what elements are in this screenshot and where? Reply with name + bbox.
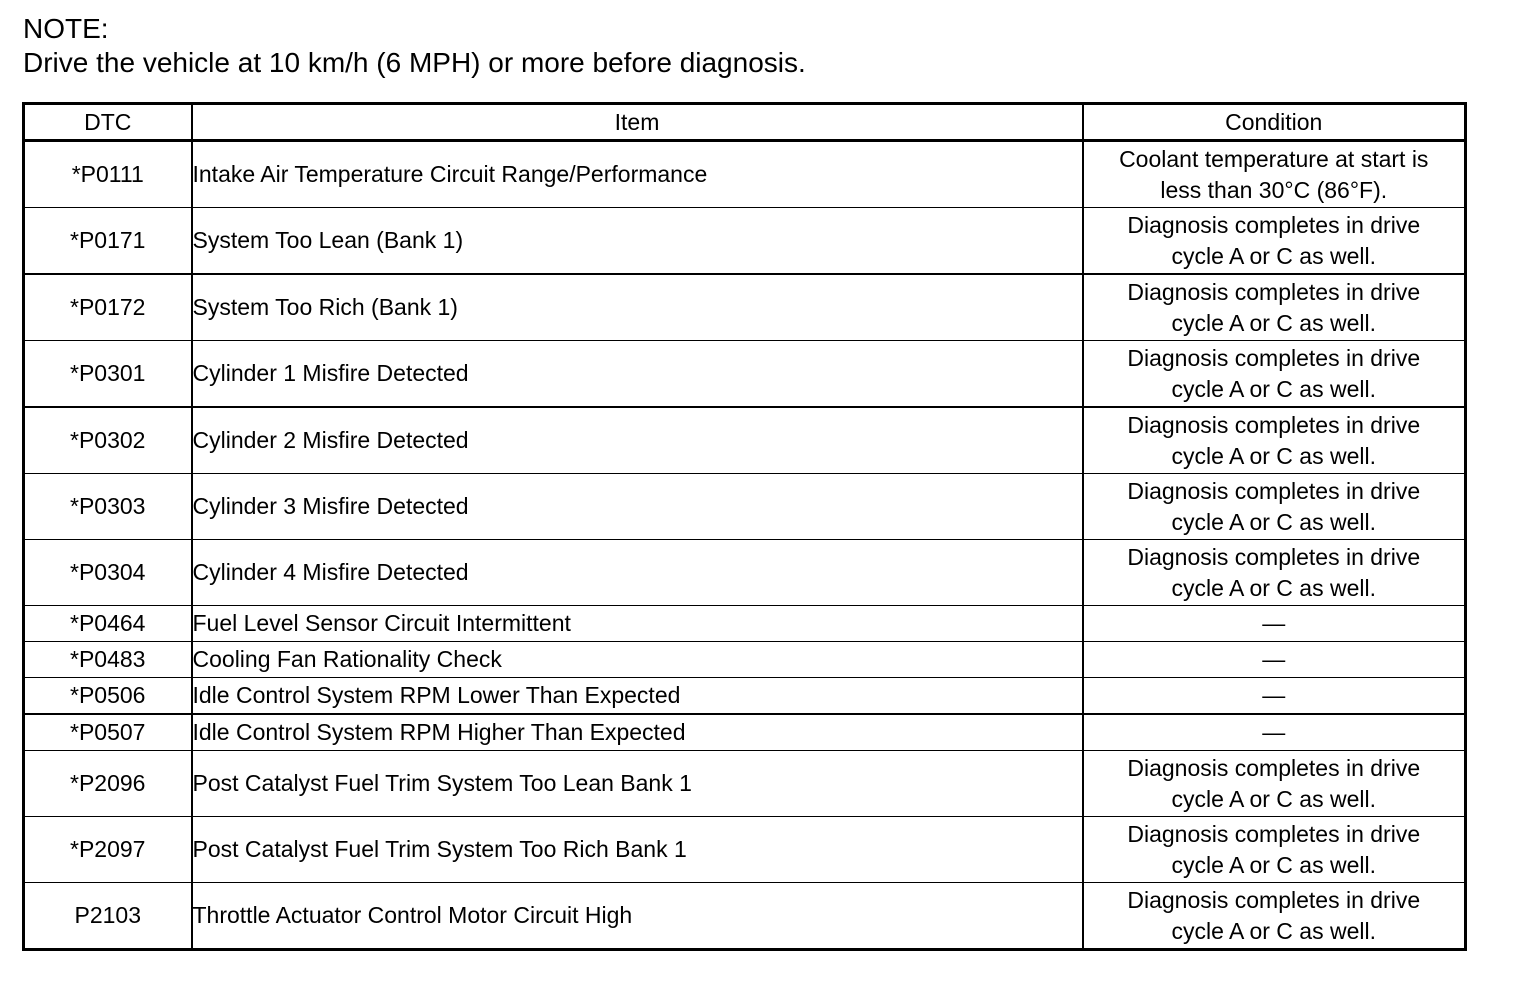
dtc-code: *P0506 — [24, 678, 192, 715]
dtc-code: *P0464 — [24, 606, 192, 642]
dtc-item: Cylinder 2 Misfire Detected — [192, 407, 1083, 474]
condition-line-2: less than 30°C (86°F). — [1160, 176, 1388, 203]
dtc-item: Post Catalyst Fuel Trim System Too Lean Bank 1 — [192, 751, 1083, 817]
dtc-item: Cylinder 1 Misfire Detected — [192, 341, 1083, 408]
dtc-condition — [1083, 208, 1466, 275]
table-row — [24, 407, 1466, 474]
condition-line-1: Diagnosis completes in drive — [1127, 477, 1421, 504]
note-text: Drive the vehicle at 10 km/h (6 MPH) or more before diagnosis. — [23, 47, 806, 78]
condition-line-1: Diagnosis completes in drive — [1127, 278, 1421, 305]
header-item: Item — [192, 104, 1083, 141]
dtc-condition: — — [1083, 642, 1466, 678]
condition-line-2: cycle A or C as well. — [1171, 375, 1377, 402]
condition-line-1: Diagnosis completes in drive — [1127, 754, 1421, 781]
condition-line-2: cycle A or C as well. — [1171, 309, 1377, 336]
table-row — [24, 714, 1466, 751]
condition-line-2: cycle A or C as well. — [1171, 851, 1377, 878]
dtc-condition — [1083, 341, 1466, 408]
table-row — [24, 642, 1466, 678]
dtc-code: *P2097 — [24, 817, 192, 883]
dtc-condition — [1083, 474, 1466, 540]
dtc-condition: — — [1083, 714, 1466, 751]
dtc-item: Idle Control System RPM Higher Than Expected — [192, 714, 1083, 751]
dtc-code: *P0111 — [24, 141, 192, 208]
dtc-item: Cylinder 4 Misfire Detected — [192, 540, 1083, 606]
condition-line-1: Diagnosis completes in drive — [1127, 344, 1421, 371]
dtc-item: Cooling Fan Rationality Check — [192, 642, 1083, 678]
table-row — [24, 274, 1466, 341]
table-row — [24, 208, 1466, 275]
dtc-code: *P0507 — [24, 714, 192, 751]
dtc-code: *P0172 — [24, 274, 192, 341]
table-row — [24, 678, 1466, 715]
condition-line-2: cycle A or C as well. — [1171, 574, 1377, 601]
dtc-table — [22, 102, 1467, 951]
dtc-condition — [1083, 274, 1466, 341]
dtc-code: *P0303 — [24, 474, 192, 540]
dtc-code: P2103 — [24, 883, 192, 950]
dtc-code: *P2096 — [24, 751, 192, 817]
condition-line-2: cycle A or C as well. — [1171, 442, 1377, 469]
condition-line-1: Diagnosis completes in drive — [1127, 886, 1421, 913]
note-heading: NOTE: — [23, 13, 109, 44]
dtc-condition — [1083, 407, 1466, 474]
dtc-condition — [1083, 540, 1466, 606]
table-row — [24, 474, 1466, 540]
condition-line-1: Coolant temperature at start is — [1119, 145, 1429, 172]
table-row — [24, 751, 1466, 817]
dtc-item: Throttle Actuator Control Motor Circuit High — [192, 883, 1083, 950]
condition-line-2: cycle A or C as well. — [1171, 508, 1377, 535]
dtc-code: *P0301 — [24, 341, 192, 408]
table-row — [24, 606, 1466, 642]
dtc-code: *P0171 — [24, 208, 192, 275]
condition-line-2: cycle A or C as well. — [1171, 917, 1377, 944]
dtc-item: Idle Control System RPM Lower Than Expected — [192, 678, 1083, 715]
table-row — [24, 341, 1466, 408]
condition-line-2: cycle A or C as well. — [1171, 242, 1377, 269]
condition-line-1: Diagnosis completes in drive — [1127, 543, 1421, 570]
dtc-item: Intake Air Temperature Circuit Range/Performance — [192, 141, 1083, 208]
dtc-code: *P0483 — [24, 642, 192, 678]
dtc-condition: — — [1083, 678, 1466, 715]
condition-line-1: Diagnosis completes in drive — [1127, 820, 1421, 847]
table-row — [24, 817, 1466, 883]
dtc-item: Cylinder 3 Misfire Detected — [192, 474, 1083, 540]
dtc-item: System Too Lean (Bank 1) — [192, 208, 1083, 275]
dtc-condition — [1083, 817, 1466, 883]
header-dtc: DTC — [24, 104, 192, 141]
condition-line-1: Diagnosis completes in drive — [1127, 411, 1421, 438]
table-header-row — [24, 104, 1466, 141]
dtc-item: System Too Rich (Bank 1) — [192, 274, 1083, 341]
table-row — [24, 540, 1466, 606]
header-condition: Condition — [1083, 104, 1466, 141]
dtc-condition — [1083, 141, 1466, 208]
note — [23, 12, 806, 80]
dtc-code: *P0304 — [24, 540, 192, 606]
dtc-item: Post Catalyst Fuel Trim System Too Rich Bank 1 — [192, 817, 1083, 883]
dtc-condition: — — [1083, 606, 1466, 642]
condition-line-1: Diagnosis completes in drive — [1127, 211, 1421, 238]
condition-line-2: cycle A or C as well. — [1171, 785, 1377, 812]
dtc-condition — [1083, 883, 1466, 950]
table-row — [24, 141, 1466, 208]
dtc-code: *P0302 — [24, 407, 192, 474]
dtc-condition — [1083, 751, 1466, 817]
table-row — [24, 883, 1466, 950]
dtc-item: Fuel Level Sensor Circuit Intermittent — [192, 606, 1083, 642]
